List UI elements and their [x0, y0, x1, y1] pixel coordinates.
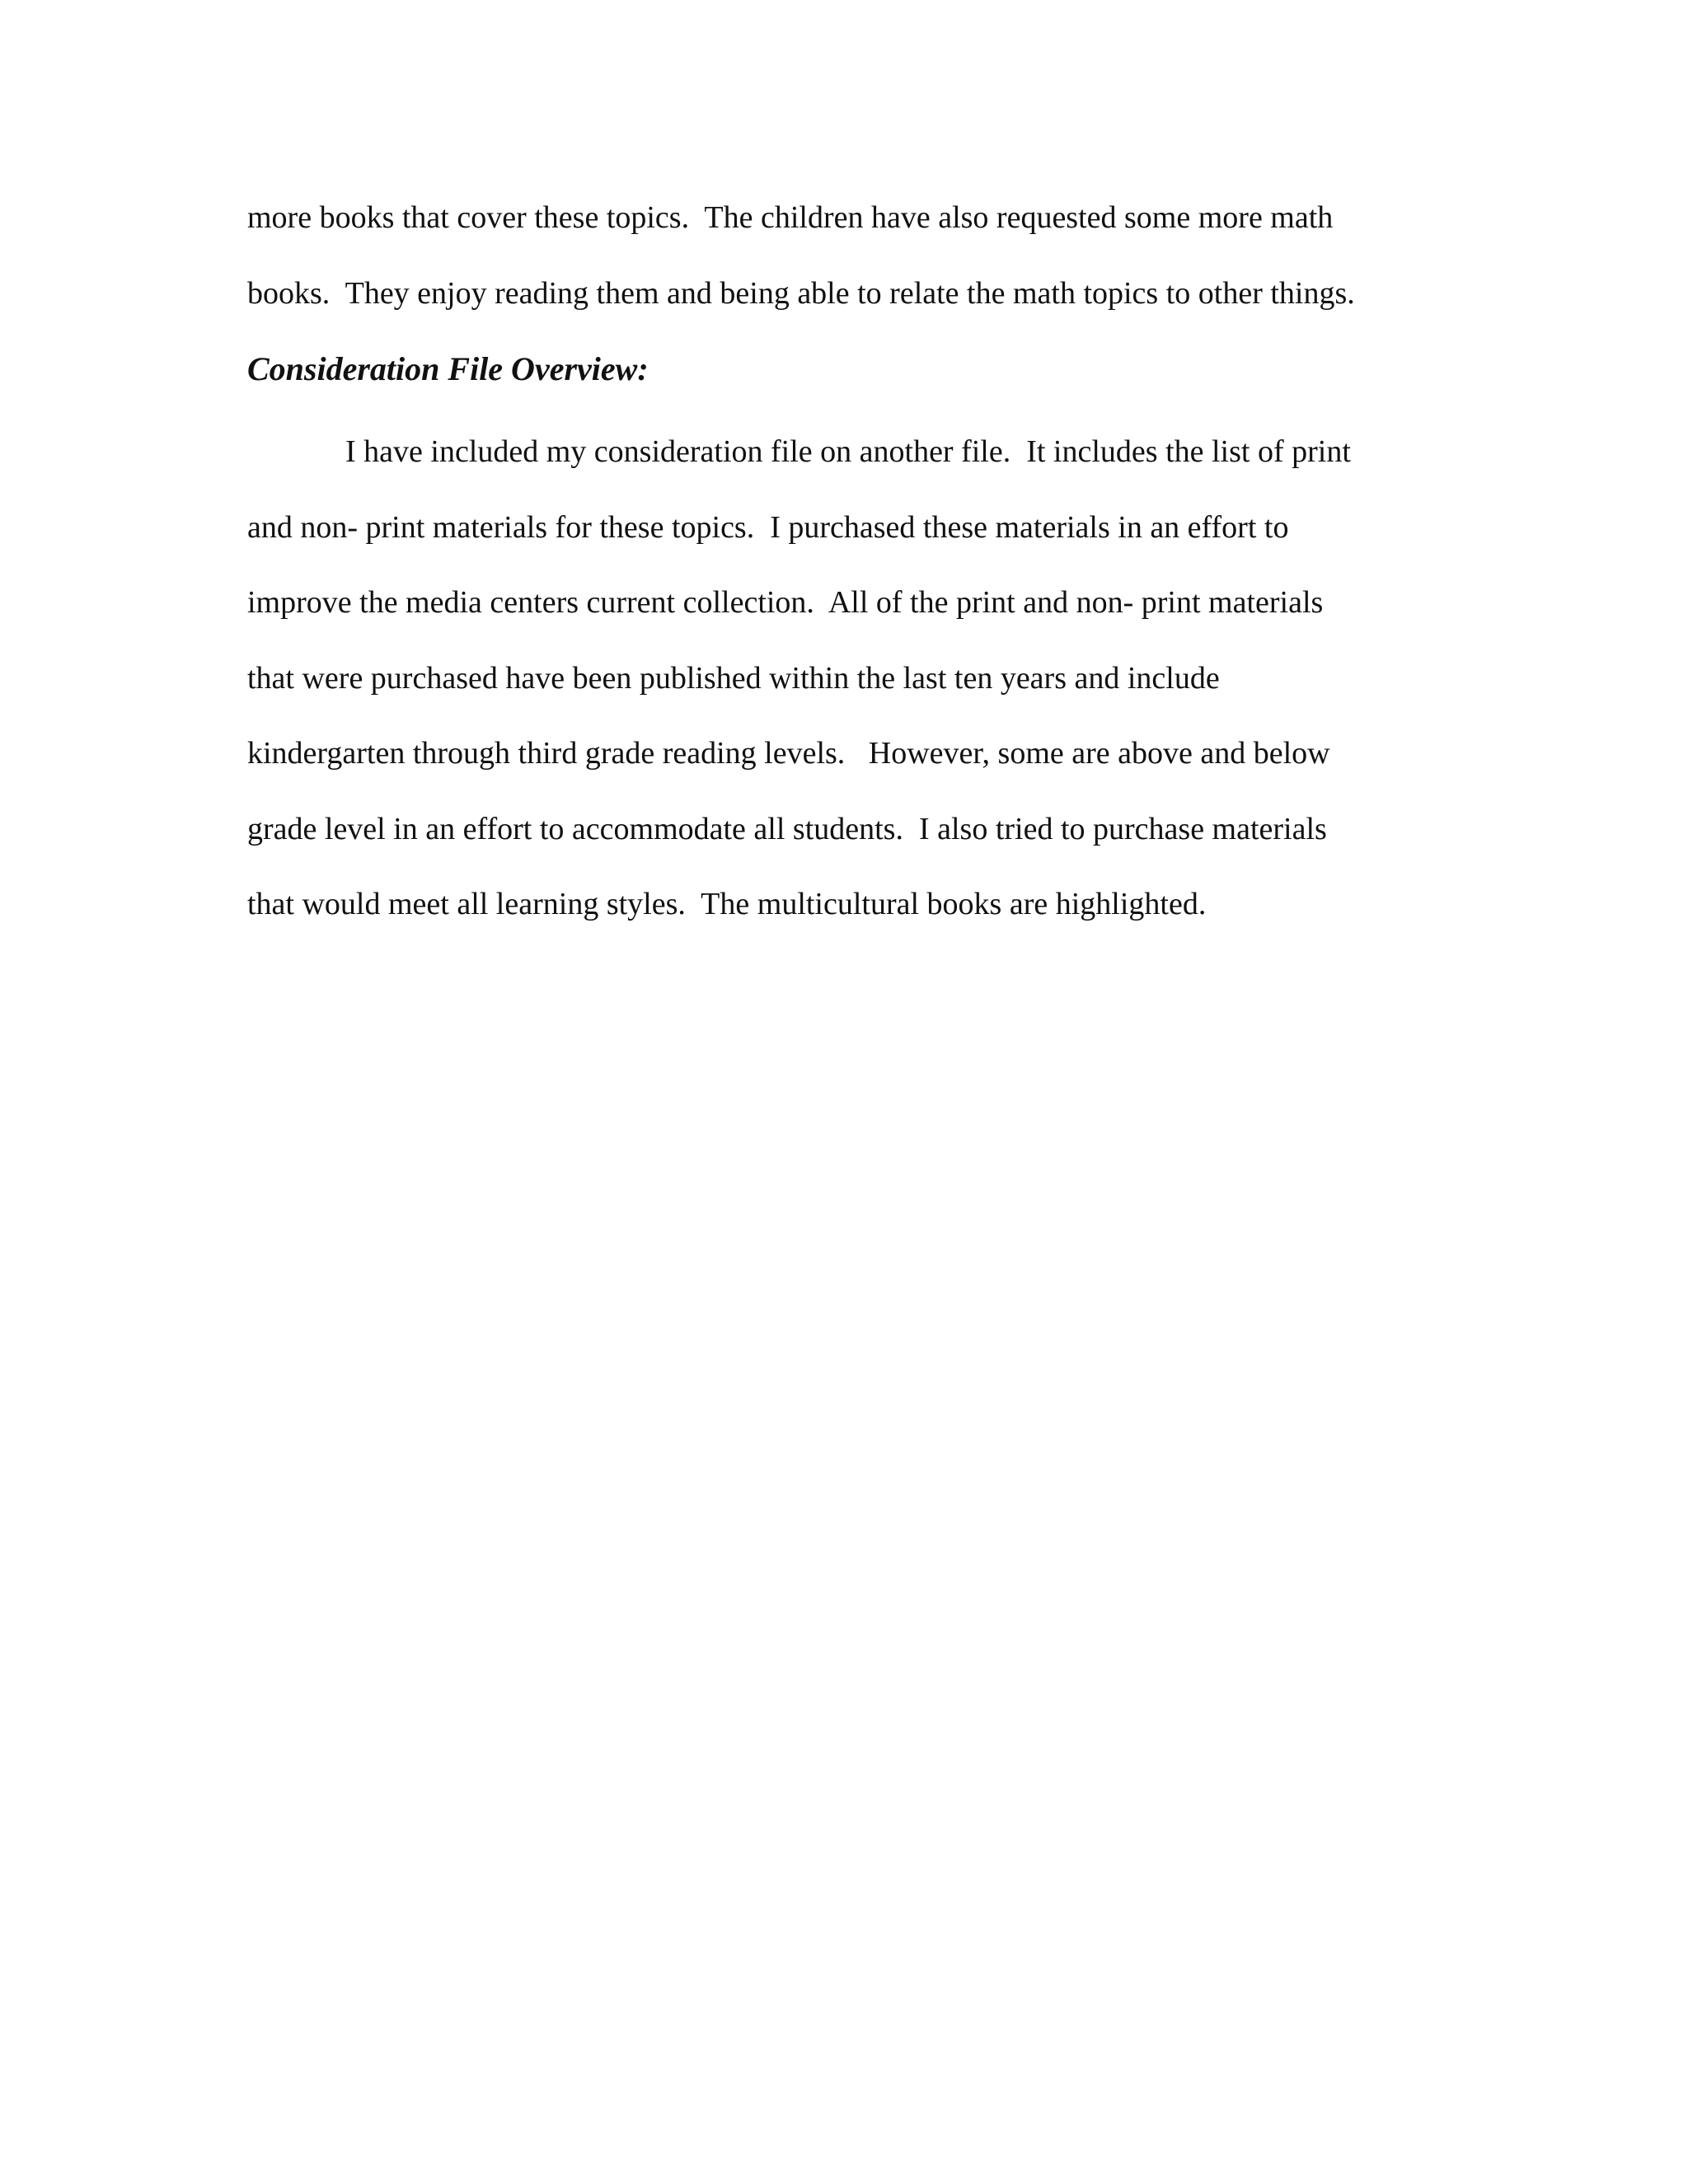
intro-line: more books that cover these topics. The children have also requested some more math: [247, 200, 1334, 235]
body-line: kindergarten through third grade reading levels. However, some are above and below: [247, 736, 1330, 771]
body-line: that were purchased have been published within the last ten years and include: [247, 661, 1220, 696]
body-line: improve the media centers current collection. All of the print and non- print materials: [247, 585, 1324, 620]
section-heading: Consideration File Overview:: [247, 350, 649, 387]
body-line: grade level in an effort to accommodate all students. I also tried to purchase materials: [247, 812, 1327, 846]
intro-line: books. They enjoy reading them and being able to relate the math topics to other things.: [247, 276, 1355, 311]
body-line: I have included my consideration file on another file. It includes the list of print: [345, 434, 1351, 469]
body-line: and non- print materials for these topics. I purchased these materials in an effort to: [247, 510, 1289, 545]
body-line: that would meet all learning styles. The multicultural books are highlighted.: [247, 887, 1207, 921]
